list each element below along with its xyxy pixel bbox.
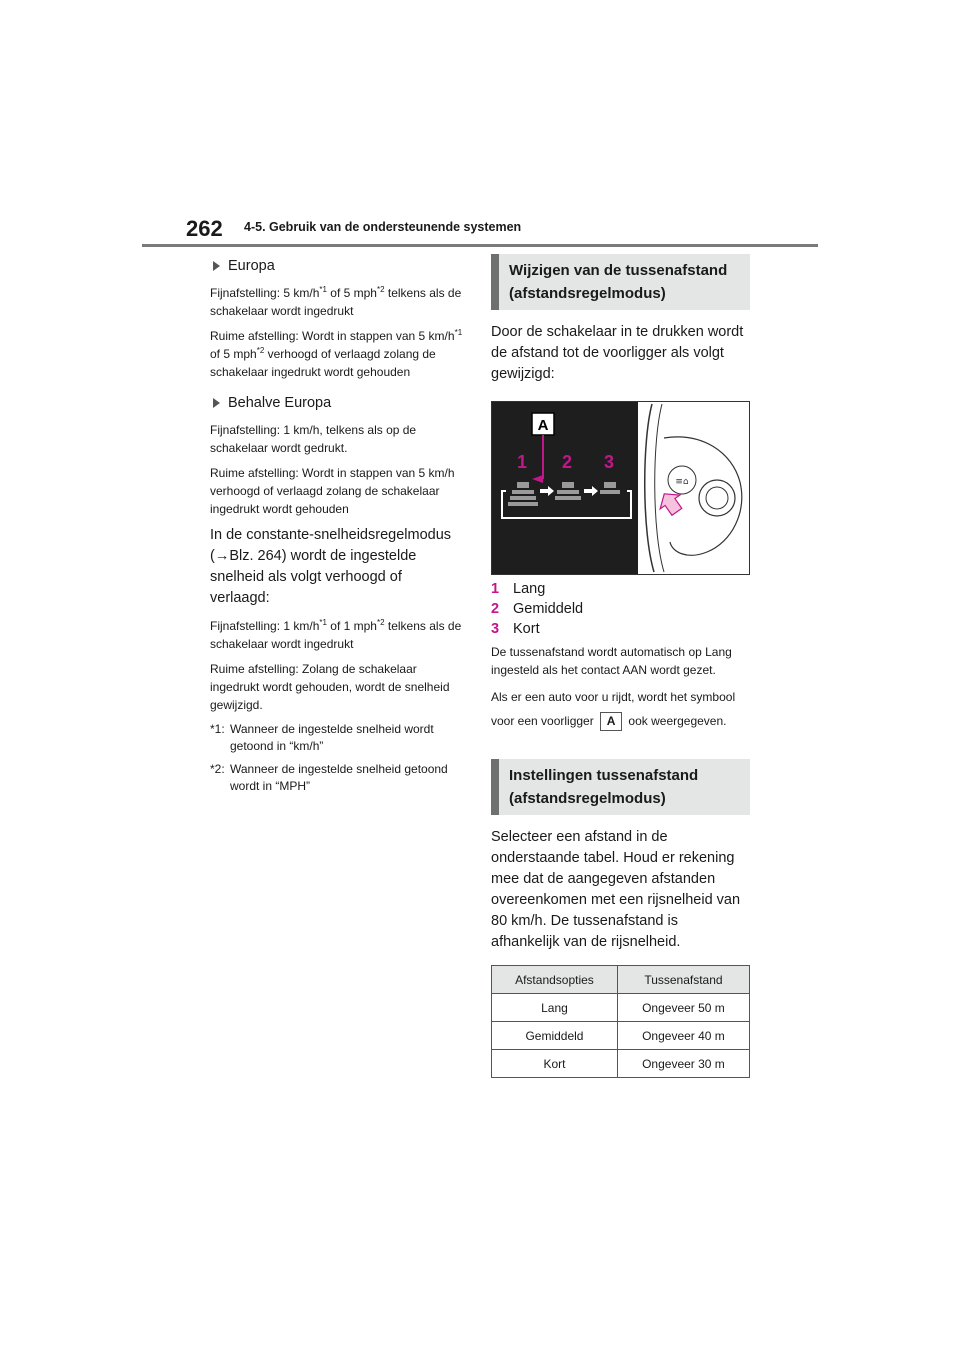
heading-other [213,395,465,411]
footnote-2: *2: Wanneer de ingestelde snelheid getoond wordt in “MPH” [210,762,448,793]
table-cell: Ongeveer 50 m [617,994,749,1022]
section-heading-distance-change: Wijzigen van de tussenafstand (afstandsregelmodus) [491,254,750,310]
table-row [492,994,750,1022]
constant-fine-adjust: Fijnafstelling: 1 $km/h^{*1}$ of 1 mph$^{*2}$ telkens als de schakelaar wordt ingedrukt [210,618,462,651]
section-heading-distance-settings: Instellingen tussenafstand (afstandsregelmodus) [491,759,750,815]
legend-item-3: 3 Kort [491,621,540,637]
other-wide-adjust: Ruime afstelling: Wordt in stappen van 5 km/h verhoogd of verlaagd zolang de schakelaar ingedrukt wordt gehouden [210,466,455,516]
table-cell: Ongeveer 40 m [617,1022,749,1050]
legend-item-1: 1 Lang [491,581,546,597]
table-cell: Gemiddeld [492,1022,618,1050]
table-row [492,1050,750,1078]
triangle-bullet-icon [213,261,220,271]
header-rule [142,244,818,247]
table-header-row [492,966,750,994]
figure-number-1: 1 [516,452,528,472]
distance-switch-icon: ≡⌂ [675,477,689,487]
note-preceding-vehicle: Als er een auto voor u rijdt, wordt het symbool voor een voorligger A ook weergegeven. [491,685,750,733]
distance-change-intro: Door de schakelaar in te drukken wordt de afstand tot de voorligger als volgt gewijzigd: [491,324,744,382]
europe-wide-adjust: Ruime afstelling: Wordt in stappen van 5 $km/h^{*1}$ of 5 mph$^{*2}$ verhoogd of verlaagd zolang de schakelaar ingedrukt wordt gehouden [210,328,463,379]
table-cell: Ongeveer 30 m [617,1050,749,1078]
chapter-title: 4-5. Gebruik van de ondersteunende systemen [244,220,522,234]
distance-illustration [492,402,749,574]
heading-other-text: Behalve Europa [228,395,332,411]
note-auto-long: De tussenafstand wordt automatisch op Lang ingesteld als het contact AAN wordt gezet. [491,645,732,677]
legend-item-2: 2 Gemiddeld [491,601,584,617]
footnote-1: *1: Wanneer de ingestelde snelheid wordt getoond in “km/h” [210,722,434,753]
europe-fine-adjust: Fijnafstelling: 5 $km/h^{*1}$ of 5 mph$^{*2}$ telkens als de schakelaar wordt ingedrukt [210,285,462,318]
heading-europe-text: Europa [228,258,275,274]
page-number: 262 [186,216,223,241]
table-cell: Lang [492,994,618,1022]
table-row [492,1022,750,1050]
table-header-cell: Afstandsopties [492,966,618,994]
table-cell: Kort [492,1050,618,1078]
triangle-bullet-icon [213,398,220,408]
table-header-cell: Tussenafstand [617,966,749,994]
other-fine-adjust: Fijnafstelling: 1 km/h, telkens als op de schakelaar wordt gedrukt. [210,423,417,455]
constant-mode-text: In de constante-snelheidsregelmodus (→Blz. 264) wordt de ingestelde snelheid als volgt verhoogd of verlaagd: [210,527,452,606]
distance-figure [491,401,750,575]
preceding-vehicle-symbol-icon: A [600,712,622,731]
distance-settings-intro: Selecteer een afstand in de onderstaande tabel. Houd er rekening mee dat de aangegeven afstanden overeenkomen met een rijsnelheid van 80 km/h. De tussenafstand is afhankelijk van de rijsnelheid. [491,829,741,950]
distance-table [491,965,750,1078]
label-a-text: A [537,417,549,434]
right-column [491,254,750,1078]
heading-europe [213,258,465,274]
constant-wide-adjust: Ruime afstelling: Zolang de schakelaar ingedrukt wordt gehouden, wordt de snelheid gewijzigd. [210,662,450,712]
left-column [210,254,465,801]
figure-number-2: 2 [561,452,573,472]
figure-number-3: 3 [603,452,615,472]
